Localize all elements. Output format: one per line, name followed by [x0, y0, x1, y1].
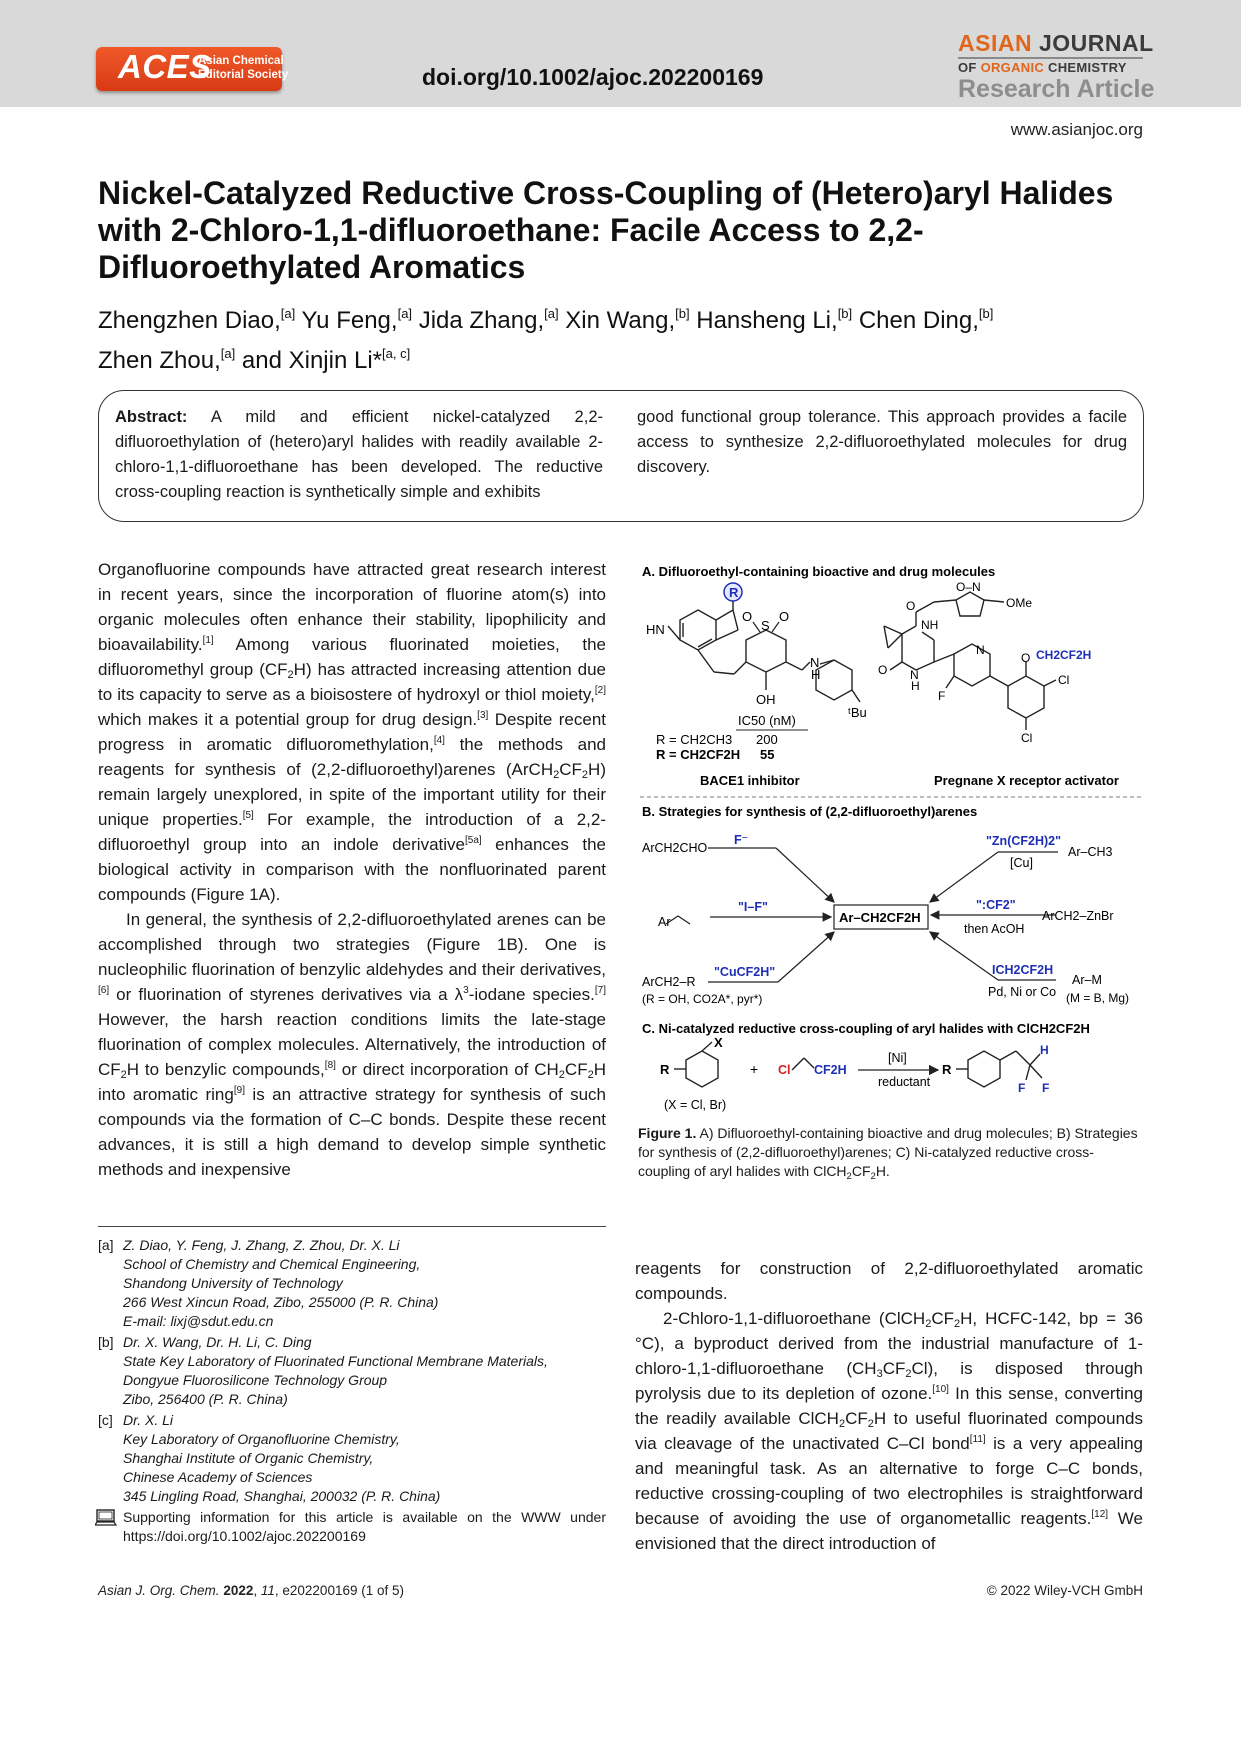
author-name: and Xinjin Li*: [241, 347, 382, 374]
substrate-benzylzinc: ArCH2–ZnBr: [1042, 909, 1114, 923]
journal-website-link[interactable]: www.asianjoc.org: [1010, 120, 1143, 139]
affiliation-b: [98, 1333, 606, 1409]
catalyst-label: [Ni]: [888, 1051, 907, 1065]
text-run: H) remain largely unexplored, in spite of the important utility for their unique properties.: [98, 760, 606, 829]
citation[interactable]: [10]: [932, 1384, 949, 1395]
label-n: N: [976, 643, 985, 657]
abstract-text: A mild and efficient nickel-catalyzed 2,2-difluoroethylation of (hetero)aryl halides with readily available 2-chloro-1,1-difluoroethane has been developed. The reductive cross-coupling reaction is synthetically simple and exhibits: [115, 408, 603, 501]
text-run: H.: [875, 1163, 890, 1179]
label-x: X: [714, 1035, 723, 1050]
footer-year: 2022: [223, 1583, 254, 1598]
journal-name-line-2: [958, 60, 1127, 75]
footer-article-number: , e202200169 (1 of 5): [274, 1583, 404, 1598]
substrate-aldehyde: ArCH2CHO: [642, 841, 708, 855]
citation[interactable]: [9]: [233, 1085, 245, 1096]
citation[interactable]: [2]: [594, 685, 606, 696]
label-cl: Cl: [1058, 673, 1070, 687]
footer-volume: 11: [260, 1583, 275, 1598]
journal-word-asian: ASIAN: [958, 30, 1033, 56]
bace1-label: BACE1 inhibitor: [700, 773, 800, 788]
figure-section-a-title: A. Difluoroethyl-containing bioactive and drug molecules: [642, 564, 996, 579]
text-run: H to benzylic compounds,: [126, 1060, 325, 1079]
citation[interactable]: [8]: [324, 1060, 336, 1071]
abstract-left-column: [115, 405, 603, 505]
author-affiliation: [b]: [675, 306, 690, 321]
affiliation-line: Z. Diao, Y. Feng, J. Zhang, Z. Zhou, Dr. X. Li: [123, 1237, 400, 1253]
affiliation-line: Chinese Academy of Sciences: [123, 1469, 313, 1485]
substrate-benzyl: ArCH2–R: [642, 975, 696, 989]
substrate-arm: Ar–M: [1072, 973, 1102, 987]
product-structure: [956, 1051, 1042, 1087]
text-run: H into aromatic ring: [98, 1060, 606, 1104]
label-f: F: [1042, 1081, 1050, 1095]
footer-journal: Asian J. Org. Chem.: [98, 1583, 220, 1598]
affiliation-tag: [c]: [98, 1412, 113, 1428]
reagent-cucf2h: "CuCF2H": [714, 965, 776, 979]
label-o: O: [906, 599, 916, 613]
text-run: CF: [564, 1060, 588, 1079]
reagent-iodane: "I–F": [738, 900, 768, 914]
affiliation-line: Zibo, 256400 (P. R. China): [123, 1391, 288, 1407]
label-h: H: [811, 667, 821, 682]
journal-word-of: OF: [958, 60, 977, 75]
r-difluoroethyl-value: 55: [760, 747, 775, 762]
citation[interactable]: [3]: [477, 710, 489, 721]
subscript: 2: [553, 769, 560, 781]
affiliation-line: Dr. X. Wang, Dr. H. Li, C. Ding: [123, 1334, 312, 1350]
reagent-zinc: "Zn(CF2H)2": [986, 834, 1062, 848]
journal-word-organic: ORGANIC: [980, 60, 1045, 75]
reagent-carbene: ":CF2": [976, 898, 1016, 912]
figure-caption: [638, 1124, 1146, 1181]
label-h: H: [1040, 1043, 1049, 1057]
label-isoxazole: O–N: [956, 580, 981, 594]
text-run: We envisioned that the direct introduction of: [635, 1509, 1143, 1553]
text-run: or fluorination of styrenes derivatives via a λ: [109, 985, 464, 1004]
subscript: 3: [876, 1368, 883, 1380]
journal-word-chemistry: CHEMISTRY: [1048, 60, 1127, 75]
citation[interactable]: [7]: [594, 985, 606, 996]
substrate-note: (R = OH, CO2A*, pyr*): [642, 992, 763, 1006]
citation[interactable]: [1]: [202, 635, 214, 646]
author-affiliation: [a]: [220, 346, 236, 361]
text-run: CF: [851, 1163, 871, 1179]
affiliation-line: Dongyue Fluorosilicone Technology Group: [123, 1372, 388, 1388]
citation[interactable]: [12]: [1091, 1509, 1109, 1520]
text-run: CF: [931, 1309, 955, 1328]
label-r: R: [942, 1062, 952, 1077]
supporting-info-note: [98, 1508, 606, 1546]
pxr-label: Pregnane X receptor activator: [934, 773, 1119, 788]
article-type: Research Article: [958, 75, 1155, 103]
label-cl: Cl: [1021, 731, 1033, 745]
text-run: H) has attracted increasing attention due to its capacity to serve as a bioisostere of hydroxyl or thiol moiety,: [98, 660, 607, 704]
text-run: is an attractive strategy for synthesis of such compounds via the formation of C–C bonds. Despite these recent advances, it is still a high demand to develop simple synthetic methods and inexpensive: [98, 1085, 607, 1179]
r-ethyl-label: R = CH2CH3: [656, 732, 733, 747]
author-affiliation: [a]: [280, 306, 296, 321]
paragraph-continuation: reagents for construction of 2,2-difluoroethylated aromatic compounds.: [635, 1259, 1143, 1303]
subscript: 2: [846, 1171, 852, 1182]
author-affiliation: [b]: [978, 306, 994, 321]
author-name: Jida Zhang,: [418, 307, 545, 334]
journal-name-line-1: [958, 30, 1154, 57]
label-o: O: [779, 609, 790, 624]
affiliation-line: 345 Lingling Road, Shanghai, 200032 (P. R. China): [123, 1488, 441, 1504]
author-list: [98, 297, 1148, 377]
text-run: the methods and reagents for synthesis of (2,2-difluoroethyl)arenes (ArCH: [98, 735, 606, 779]
label-f: F: [1018, 1081, 1026, 1095]
r-ethyl-value: 200: [756, 732, 778, 747]
author-name: Zhen Zhou,: [98, 347, 221, 374]
aces-logo-subtitle-1: Asian Chemical: [198, 55, 284, 67]
label-f: F: [938, 689, 946, 703]
article-title: Nickel-Catalyzed Reductive Cross-Coupling of (Hetero)aryl Halides with 2-Chloro-1,1-difluoroethane: Facile Access to 2,2-Difluoroethylated Aromatics: [98, 175, 1114, 285]
figure-section-b-title: B. Strategies for synthesis of (2,2-difluoroethyl)arenes: [642, 804, 978, 819]
affiliation-footnotes: [98, 1236, 606, 1546]
reagent-ich2cf2h: ICH2CF2H: [992, 963, 1054, 977]
journal-header: [0, 0, 1241, 107]
affiliation-line: Key Laboratory of Organofluorine Chemistry,: [123, 1431, 400, 1447]
superscript: 3: [463, 985, 469, 996]
footnote-rule: [98, 1226, 606, 1227]
label-n: N: [910, 668, 919, 682]
author-name: Xin Wang,: [565, 307, 676, 334]
affiliation-line: Shanghai Institute of Organic Chemistry,: [123, 1450, 374, 1466]
condition-acoh: then AcOH: [964, 922, 1025, 936]
subscript: 2: [587, 1069, 594, 1081]
subscript: 2: [558, 1069, 565, 1081]
figure-caption-label: Figure 1.: [638, 1125, 697, 1141]
subscript: 2: [905, 1368, 912, 1380]
citation[interactable]: [5a]: [464, 835, 482, 846]
affiliation-line: State Key Laboratory of Fluorinated Functional Membrane Materials,: [123, 1353, 548, 1369]
label-ome: OMe: [1006, 596, 1033, 610]
text-run: CF: [845, 1409, 868, 1428]
r-badge-label: R: [729, 585, 739, 600]
label-s: S: [761, 618, 770, 633]
text-run: CF: [882, 1359, 906, 1378]
subscript: 2: [120, 1069, 127, 1081]
journal-word-journal: JOURNAL: [1038, 30, 1154, 56]
affiliation-line: 266 West Xincun Road, Zibo, 255000 (P. R. China): [123, 1294, 439, 1310]
text-run: enhances the biological activity in comparison with the nonfluorinated parent compounds (Figure 1A).: [98, 835, 606, 904]
label-n: N: [810, 655, 820, 670]
subscript: 2: [925, 1318, 932, 1330]
substrate-styrene: Ar: [658, 915, 671, 929]
affiliation-line: Dr. X. Li: [123, 1412, 174, 1428]
citation[interactable]: [6]: [98, 985, 110, 996]
text-run: In general, the synthesis of 2,2-difluoroethylated arenes can be accomplished through two strategies (Figure 1B). One is nucleophilic fluorination of benzylic aldehydes and their derivatives,: [98, 910, 606, 979]
aces-logo-word: ACES: [118, 48, 212, 85]
label-tbu: ᵗBu: [848, 705, 867, 720]
author-affiliation: [b]: [837, 306, 853, 321]
label-o: O: [1021, 651, 1031, 665]
text-run: H to useful fluorinated compounds via cleavage of the unactivated C–Cl bond: [635, 1409, 1143, 1453]
target-product: Ar–CH2CF2H: [839, 910, 921, 925]
text-run: Cl), is disposed through pyrolysis due to its depletion of ozone.: [635, 1359, 1144, 1403]
reductant-label: reductant: [878, 1075, 931, 1089]
author-affiliation: [a]: [397, 306, 413, 321]
affiliation-email[interactable]: E-mail: lixj@sdut.edu.cn: [123, 1313, 274, 1329]
text-run: which makes it a potential group for drug design.: [98, 710, 478, 729]
subscript: 2: [870, 1171, 876, 1182]
abstract-label: Abstract:: [115, 408, 188, 426]
abstract-right-column: good functional group tolerance. This approach provides a facile access to synthesize 2,2-difluoroethylated molecules for drug discovery.: [637, 408, 1127, 476]
r-difluoroethyl-label: R = CH2CF2H: [656, 747, 741, 762]
text-run: However, the harsh reaction conditions limits the late-stage fluorination of complex molecules. Alternatively, the introduction of CF: [98, 1010, 606, 1079]
figure-1: [638, 552, 1146, 1137]
text-run: 2-Chloro-1,1-difluoroethane (ClCH: [663, 1309, 926, 1328]
text-run: In this sense, converting the readily available ClCH: [635, 1384, 1143, 1428]
doi-link[interactable]: doi.org/10.1002/ajoc.202200169: [422, 64, 764, 90]
affiliation-line: School of Chemistry and Chemical Engineering,: [123, 1256, 421, 1272]
text-run: Despite recent progress in aromatic difluoromethylation,: [98, 710, 606, 754]
computer-icon: [95, 1509, 117, 1527]
subscript: 2: [838, 1418, 846, 1430]
figure-section-c-title: C. Ni-catalyzed reductive cross-coupling of aryl halides with ClCH2CF2H: [642, 1021, 1090, 1036]
author-name: Yu Feng,: [301, 307, 398, 334]
subscript: 2: [581, 769, 589, 781]
label-oh: OH: [756, 692, 776, 707]
author-name: Hansheng Li,: [696, 307, 838, 334]
text-run: For example, the introduction of a 2,2-difluoroethyl group into an indole derivative: [98, 810, 606, 854]
label-ch2cf2h: CH2CF2H: [1036, 648, 1092, 662]
body-left-column: [98, 557, 606, 1182]
label-o: O: [878, 663, 888, 677]
text-run: Among various fluorinated moieties, the difluoromethyl group (CF: [98, 635, 606, 679]
label-o: O: [742, 609, 753, 624]
author-affiliation: [a]: [544, 306, 559, 321]
author-name: Zhengzhen Diao,: [98, 307, 281, 334]
aryl-halide-structure: [674, 1042, 718, 1087]
subscript: 2: [287, 669, 294, 681]
affiliation-line: Shandong University of Technology: [123, 1275, 343, 1291]
ic50-header: IC50 (nM): [738, 713, 796, 728]
copyright-footer: © 2022 Wiley-VCH GmbH: [986, 1583, 1143, 1598]
body-right-column: [635, 1256, 1143, 1556]
plus-sign: +: [750, 1061, 759, 1077]
text-run: -iodane species.: [468, 985, 595, 1004]
figure-caption-text: A) Difluoroethyl-containing bioactive and drug molecules; B) Strategies for synthesis of (2,2-difluoroethyl)arenes; C) Ni-catalyzed reductive cross-coupling of aryl halides with ClCH: [638, 1125, 1138, 1179]
substrate-toluene: Ar–CH3: [1068, 845, 1113, 859]
label-nh: NH: [921, 618, 939, 632]
text-run: CF: [559, 760, 582, 779]
subscript: 2: [867, 1418, 874, 1430]
paragraph-intro: [98, 557, 606, 907]
condition-copper: [Cu]: [1010, 856, 1033, 870]
label-hn: HN: [646, 622, 665, 637]
text-run: is a very appealing and meaningful task. As an alternative to forge C–C bonds, reductive crossing-coupling of two electrophiles is straightforward because of avoiding the use of organometallic reagents.: [635, 1434, 1144, 1528]
label-r: R: [660, 1062, 670, 1077]
affiliation-c: [98, 1411, 606, 1506]
bace1-structure: [668, 600, 860, 702]
journal-name-rule: [958, 57, 1143, 59]
condition-metals: Pd, Ni or Co: [988, 985, 1057, 999]
paragraph-hcfc: [635, 1306, 1143, 1556]
text-run: H, HCFC-142, bp = 36 °C), a byproduct derived from the industrial manufacture of 1-chloro-1,1-difluoroethane (CH: [635, 1309, 1143, 1378]
text-run: Organofluorine compounds have attracted great research interest in recent years, since the incorporation of fluorine atom(s) into organic molecules often enhance their stability, lipophilicity and bioavailability.: [98, 560, 606, 654]
affiliation-tag: [b]: [98, 1334, 114, 1350]
author-affiliation: [a, c]: [382, 346, 411, 361]
affiliation-a: [98, 1236, 606, 1331]
label-cf2h: CF2H: [814, 1063, 847, 1077]
citation[interactable]: [4]: [433, 735, 445, 746]
abstract-box: [98, 390, 1144, 522]
citation[interactable]: [5]: [242, 810, 254, 821]
label-cl: Cl: [778, 1063, 791, 1077]
reagent-fluoride: F⁻: [734, 833, 749, 847]
supporting-info-text[interactable]: Supporting information for this article is available on the WWW under https://doi.org/10.1002/ajoc.202200169: [123, 1509, 606, 1544]
aces-logo-subtitle-2: Editorial Society: [198, 69, 289, 81]
metal-note: (M = B, Mg): [1066, 991, 1130, 1005]
author-name: Chen Ding,: [858, 307, 979, 334]
paragraph-strategies: [98, 907, 606, 1182]
label-h: H: [911, 679, 920, 693]
subscript: 2: [954, 1318, 961, 1330]
affiliation-tag: [a]: [98, 1237, 114, 1253]
citation[interactable]: [11]: [969, 1434, 986, 1445]
citation-footer: Asian J. Org. Chem. 2022, 11, e202200169 (1 of 5): [98, 1583, 404, 1598]
halide-note: (X = Cl, Br): [664, 1098, 727, 1112]
text-run: or direct incorporation of CH: [335, 1060, 559, 1079]
